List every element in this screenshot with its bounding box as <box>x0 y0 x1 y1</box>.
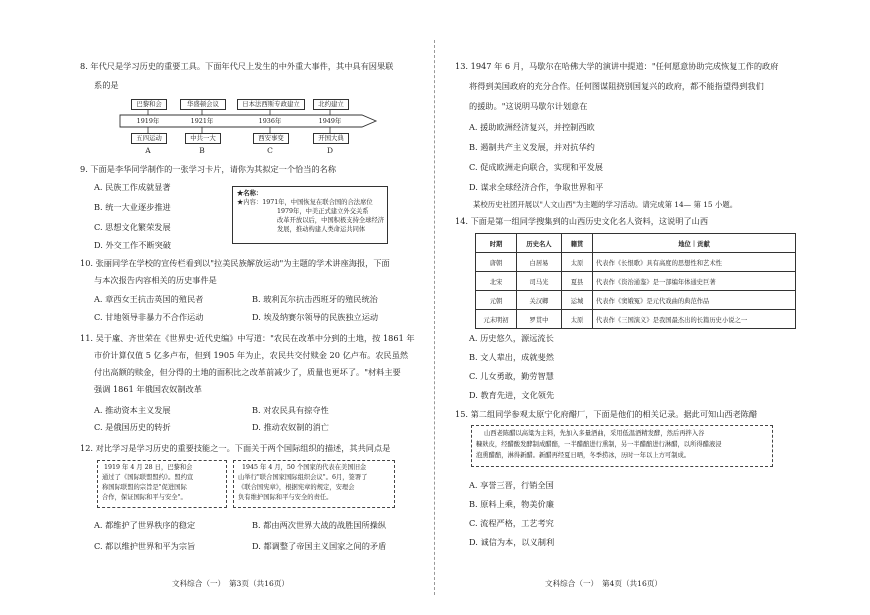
table-row <box>476 291 796 310</box>
q9-option-c: C. 思想文化繁荣发展 <box>94 222 171 232</box>
q8-top-event: 北约建立 <box>313 99 349 110</box>
q9-study-card <box>232 186 388 244</box>
q11-option-b: B. 对农民具有掠夺性 <box>252 405 329 415</box>
table-row <box>476 310 796 329</box>
right-page-footer: 文科综合（一） 第4页（共16页） <box>545 579 663 588</box>
q12-box1-line: 称国际联盟的宗旨是"促进国际 <box>102 484 187 491</box>
q9-card-content-line: 1979年，中美正式建立外交关系 <box>277 208 369 215</box>
q14-stem: 14. 下面是第一组同学搜集到的山西历史文化名人资料，这说明了山西 <box>455 216 709 226</box>
q14-option-c: C. 儿女勇敢，勤劳智慧 <box>469 371 554 381</box>
q8-option-letter: D <box>326 146 333 155</box>
q9-stem: 9. 下面是李华同学制作的一张学习卡片，请你为其拟定一个恰当的名称 <box>80 164 337 174</box>
table-cell: 代表作《长恨歌》具有高度的思想性和艺术性 <box>593 253 796 272</box>
q8-top-event: 巴黎和会 <box>131 99 167 110</box>
q12-option-c: C. 都以维护世界和平为宗旨 <box>94 541 196 551</box>
section-intro: 某校历史社团开展以"人文山西"为主题的学习活动。请完成第 14— 第 15 小题。 <box>473 200 738 209</box>
q8-bottom-event: 西安事变 <box>253 133 289 144</box>
table-header: 地位｜贡献 <box>593 234 796 253</box>
q15-stem: 15. 第二组同学参观太原宁化府醋厂，下面是他们的相关记录。据此可知山西老陈醋 <box>455 409 758 419</box>
right-page <box>435 0 870 615</box>
table-header: 时期 <box>476 234 517 253</box>
q14-option-b: B. 文人辈出，成就斐然 <box>469 352 554 362</box>
q8-bottom-event: 五四运动 <box>131 133 167 144</box>
q12-option-b: B. 都由两次世界大战的战胜国所操纵 <box>252 520 387 530</box>
q12-material-box-2 <box>233 460 395 508</box>
q11-option-a: A. 推动资本主义发展 <box>94 405 171 415</box>
q8-bottom-event: 开国大典 <box>313 133 349 144</box>
q8-option-letter: B <box>199 146 205 155</box>
q11-stem-line: 11. 吴于廑、齐世荣在《世界史·近代史编》中写道："农民在改革中分到的土地，按 1861 年 <box>80 333 415 343</box>
q15-record-box <box>471 425 773 467</box>
q15-option-d: D. 诚信为本，以义制利 <box>469 537 555 547</box>
q10-option-d: D. 埃及纳赛尔领导的民族独立运动 <box>252 312 379 322</box>
q8-stem-line2: 系的是 <box>94 80 119 90</box>
table-cell: 白居易 <box>517 253 562 272</box>
q12-box2-line: 负有维护国际和平与安全的责任。 <box>238 494 333 501</box>
table-cell: 太原 <box>562 310 593 329</box>
q9-card-content-line: 改革开放以后，中国积极支持全球经济 <box>277 217 385 224</box>
q15-option-b: B. 原料上乘，物美价廉 <box>469 499 554 509</box>
table-cell: 代表作《窦娥冤》是元代戏曲的典范作品 <box>593 291 796 310</box>
q13-stem-line: 13. 1947 年 6 月，马歇尔在哈佛大学的演讲中提道："任何愿意协助完成恢复工作的政府 <box>455 61 779 71</box>
q11-stem-line: 付出高额的赎金，但分得的土地的面积比之改革前减少了，质量也更坏了。"材料主要 <box>94 367 401 377</box>
q12-box1-line: 合作，保证国际和平与安全"。 <box>102 494 187 501</box>
q11-option-d: D. 推动农奴制的消亡 <box>252 422 329 432</box>
table-cell: 北宋 <box>476 272 517 291</box>
table-cell: 夏县 <box>562 272 593 291</box>
q8-year: 1949年 <box>318 117 342 125</box>
q15-box-line: 泡熏醋醅，淋得新醋。新醋再经夏日晒，冬季捞冰，历时一年以上方可制成。 <box>476 452 691 459</box>
q12-material-box-1 <box>97 460 227 508</box>
table-cell: 唐朝 <box>476 253 517 272</box>
q13-option-c: C. 促成欧洲走向联合，实现和平发展 <box>469 162 603 172</box>
q15-box-line: 糠麸皮，经醋酸发酵制成醋醅，一半醋醅进行熏制，另一半醋醅进行淋醋，以所得醋液浸 <box>476 441 722 448</box>
q8-year: 1921年 <box>190 117 214 125</box>
table-cell: 代表作《三国演义》是我国最杰出的长篇历史小说之一 <box>593 310 796 329</box>
q9-card-content-line: ★内容：1971年，中国恢复在联合国的合法席位 <box>237 199 373 206</box>
q11-stem-line: 市价计算仅值 5 亿多卢布，但到 1905 年为止，农民共交付赎金 20 亿卢布。农民虽然 <box>94 350 409 360</box>
table-cell: 元末明初 <box>476 310 517 329</box>
q11-option-c: C. 是俄国历史的转折 <box>94 422 171 432</box>
q10-option-c: C. 甘地领导非暴力不合作运动 <box>94 312 204 322</box>
table-row <box>476 253 796 272</box>
q12-box1-line: 通过了《国际联盟盟约》。盟约宣 <box>102 474 194 481</box>
q15-box-line: 山西老陈醋以高粱为主料，先加入多量酒曲，采用低温酒精发酵，然后再拌入谷 <box>484 430 705 437</box>
q13-option-a: A. 援助欧洲经济复兴，并控制西欧 <box>469 122 595 132</box>
q9-option-b: B. 统一大业逐步推进 <box>94 202 171 212</box>
q12-option-d: D. 都调整了帝国主义国家之间的矛盾 <box>252 541 387 551</box>
q8-bottom-event: 中共一大 <box>185 133 221 144</box>
q11-stem-line: 强调 1861 年俄国农奴制改革 <box>94 384 202 394</box>
table-header: 历史名人 <box>517 234 562 253</box>
q14-celebrity-table <box>475 233 796 329</box>
q15-option-a: A. 享誉三晋，行销全国 <box>469 480 554 490</box>
q12-stem: 12. 对比学习是学习历史的重要技能之一。下面关于两个国际组织的描述，其共同点是 <box>80 443 391 453</box>
table-cell: 关汉卿 <box>517 291 562 310</box>
table-cell: 罗贯中 <box>517 310 562 329</box>
table-cell: 运城 <box>562 291 593 310</box>
q12-box2-line: 1945 年 4 月，50 个国家的代表在美国旧金 <box>242 464 367 471</box>
q8-option-letter: C <box>267 146 273 155</box>
q8-top-event: 日本法西斯专政建立 <box>237 99 305 110</box>
q8-year: 1919年 <box>136 117 160 125</box>
left-page-footer: 文科综合（一） 第3页（共16页） <box>172 579 290 588</box>
q10-stem-line2: 与本次报告内容相关的历史事件是 <box>94 275 217 285</box>
q13-option-d: D. 谋求全球经济合作，争取世界和平 <box>469 182 604 192</box>
q13-stem-line: 将得到美国政府的充分合作。任何图谋阻挠别国复兴的政府，都不能指望得到我们 <box>469 81 764 91</box>
q14-option-a: A. 历史悠久，源远流长 <box>469 333 554 343</box>
q12-box1-line: 1919 年 4 月 28 日，巴黎和会 <box>104 464 193 471</box>
q8-year: 1936年 <box>258 117 282 125</box>
q13-stem-line: 的援助。"这说明马歇尔计划意在 <box>469 101 588 111</box>
table-row <box>476 272 796 291</box>
q12-box2-line: 山举行"联合国家国际组织会议"。6月，签署了 <box>238 474 368 481</box>
q13-option-b: B. 遏制共产主义发展，并对抗华约 <box>469 142 595 152</box>
q9-option-d: D. 外交工作不断突破 <box>94 240 171 250</box>
q9-card-content-line: 发展，推动构建人类命运共同体 <box>277 226 366 233</box>
q12-box2-line: 《联合国宪章》，根据宪章的规定，安理会 <box>238 484 355 491</box>
q9-card-name-label: ★名称： <box>237 190 263 197</box>
table-cell: 太原 <box>562 253 593 272</box>
q14-option-d: D. 教育先进，文化领先 <box>469 390 555 400</box>
table-header: 籍贯 <box>562 234 593 253</box>
q10-option-b: B. 玻利瓦尔抗击西班牙的殖民统治 <box>252 294 378 304</box>
q8-option-letter: A <box>145 146 151 155</box>
table-cell: 司马光 <box>517 272 562 291</box>
q10-option-a: A. 章西女王抗击英国的殖民者 <box>94 294 204 304</box>
q15-option-c: C. 流程严格，工艺考究 <box>469 518 554 528</box>
q12-option-a: A. 都维护了世界秩序的稳定 <box>94 520 196 530</box>
q9-option-a: A. 民族工作成就显著 <box>94 182 171 192</box>
table-cell: 代表作《资治通鉴》是一部编年体通史巨著 <box>593 272 796 291</box>
table-header-row <box>476 234 796 253</box>
table-cell: 元朝 <box>476 291 517 310</box>
q8-top-event: 华盛顿会议 <box>180 99 226 110</box>
q10-stem-line1: 10. 张丽同学在学校的宣传栏看到以"拉美民族解放运动"为主题的学术讲座海报，下面 <box>80 258 390 268</box>
q8-stem-line1: 8. 年代尺是学习历史的重要工具。下面年代尺上发生的中外重大事件，其中具有因果联 <box>80 61 394 71</box>
